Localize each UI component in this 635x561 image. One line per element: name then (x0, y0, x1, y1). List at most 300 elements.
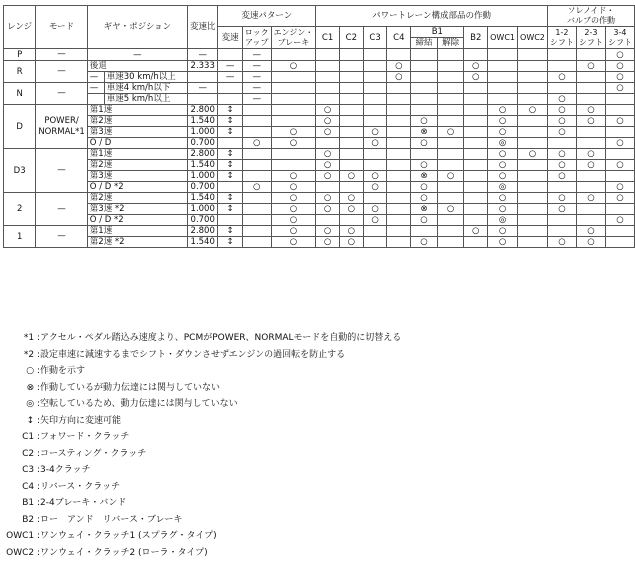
s12-cell: ○ (547, 94, 576, 105)
lu-cell (242, 127, 271, 138)
o2-cell (518, 49, 548, 61)
col-ratio: 変速比 (187, 6, 218, 49)
col-shift-23: 2-3 シフト (576, 27, 605, 49)
c3-cell (363, 193, 387, 204)
b1r-cell: ○ (437, 204, 464, 215)
b2-cell (464, 215, 488, 226)
b1t-cell: ⊗ (411, 171, 438, 182)
sv-cell (218, 94, 242, 105)
s12-cell (547, 182, 576, 193)
note-key: ◎ : (6, 396, 40, 413)
c1-cell (316, 72, 340, 83)
note-text: 3-4クラッチ (40, 465, 91, 475)
b2-cell (464, 127, 488, 138)
lu-cell (242, 226, 271, 237)
eb-cell: ○ (271, 182, 316, 193)
b1t-cell (411, 83, 438, 94)
s34-cell (605, 204, 634, 215)
mode-cell: POWER/ NORMAL*1 (36, 105, 87, 149)
note-key: C2 : (6, 446, 40, 463)
c3-cell (363, 105, 387, 116)
s12-cell: ○ (547, 105, 576, 116)
b2-cell (464, 94, 488, 105)
c4-cell (387, 226, 411, 237)
eb-cell: ○ (271, 138, 316, 149)
c3-cell (363, 149, 387, 160)
lu-cell: — (242, 83, 271, 94)
sv-cell: ↕ (218, 160, 242, 171)
ratio-cell: 2.800 (187, 105, 218, 116)
sv-cell: ↕ (218, 171, 242, 182)
eb-cell (271, 160, 316, 171)
b1t-cell: ⊗ (411, 127, 438, 138)
table-row (4, 237, 635, 248)
ratio-cell: 1.540 (187, 116, 218, 127)
c1-cell: ○ (316, 193, 340, 204)
s23-cell (576, 171, 605, 182)
c3-cell (363, 226, 387, 237)
gear-cell: 第1速 (87, 226, 187, 237)
note-text: 作動を示す (40, 366, 85, 376)
sv-cell: ↕ (218, 149, 242, 160)
b1r-cell (437, 116, 464, 127)
c3-cell: ○ (363, 171, 387, 182)
note-key: C1 : (6, 429, 40, 446)
o1-cell: ○ (488, 204, 518, 215)
col-mode: モード (36, 6, 87, 49)
c1-cell (316, 138, 340, 149)
c4-cell (387, 94, 411, 105)
col-powertrain: パワートレーン構成部品の作動 (316, 6, 548, 27)
b1t-cell: ○ (411, 138, 438, 149)
note-text: リバース・クラッチ (40, 482, 120, 492)
lu-cell (242, 204, 271, 215)
c3-cell: ○ (363, 127, 387, 138)
col-owc2: OWC2 (518, 27, 548, 49)
ratio-cell: 1.000 (187, 204, 218, 215)
s23-cell (576, 138, 605, 149)
s23-cell (576, 182, 605, 193)
b1r-cell (437, 138, 464, 149)
b2-cell (464, 182, 488, 193)
b2-cell (464, 193, 488, 204)
s34-cell (605, 94, 634, 105)
s12-cell (547, 138, 576, 149)
o1-cell (488, 72, 518, 83)
gear-cell: 第2速 (87, 116, 187, 127)
note-line (6, 429, 401, 446)
c1-cell: ○ (316, 116, 340, 127)
s12-cell: ○ (547, 72, 576, 83)
b1t-cell (411, 105, 438, 116)
note-line (6, 512, 401, 529)
ratio-cell (187, 72, 218, 83)
eb-cell: ○ (271, 215, 316, 226)
sv-cell: — (218, 72, 242, 83)
ratio-cell: 2.333 (187, 61, 218, 72)
col-lockup: ロック アップ (242, 27, 271, 49)
s34-cell (605, 105, 634, 116)
c4-cell (387, 182, 411, 193)
s12-cell: ○ (547, 127, 576, 138)
gear-cell: 第2速 *2 (87, 237, 187, 248)
range-cell: P (4, 49, 36, 61)
s23-cell: ○ (576, 160, 605, 171)
lu-cell (242, 193, 271, 204)
table-row (4, 127, 635, 138)
eb-cell (271, 149, 316, 160)
ratio-cell (187, 94, 218, 105)
shift-table (3, 5, 635, 248)
note-text: ロー アンド リバース・ブレーキ (40, 515, 183, 525)
b2-cell (464, 49, 488, 61)
o2-cell (518, 116, 548, 127)
c2-cell: ○ (339, 193, 363, 204)
b1r-cell (437, 49, 464, 61)
c1-cell (316, 215, 340, 226)
col-solenoid: ソレノイド・ バルブの作動 (547, 6, 634, 27)
o2-cell (518, 226, 548, 237)
c3-cell: ○ (363, 215, 387, 226)
note-line (6, 446, 401, 463)
b1r-cell (437, 160, 464, 171)
o1-cell: ○ (488, 116, 518, 127)
c3-cell (363, 72, 387, 83)
ratio-cell: 1.000 (187, 127, 218, 138)
c4-cell: ○ (387, 61, 411, 72)
table-row (4, 226, 635, 237)
s23-cell (576, 83, 605, 94)
s34-cell: ○ (605, 138, 634, 149)
lu-cell: ○ (242, 182, 271, 193)
o2-cell (518, 138, 548, 149)
table-row (4, 138, 635, 149)
o2-cell (518, 61, 548, 72)
table-row (4, 149, 635, 160)
c3-cell (363, 116, 387, 127)
ratio-cell: 2.800 (187, 149, 218, 160)
b1r-cell (437, 61, 464, 72)
s12-cell: ○ (547, 237, 576, 248)
note-line (6, 347, 401, 364)
note-line (6, 545, 401, 561)
s23-cell (576, 204, 605, 215)
col-c2: C2 (339, 27, 363, 49)
s23-cell (576, 49, 605, 61)
s23-cell (576, 72, 605, 83)
s12-cell (547, 215, 576, 226)
note-key: *2 : (6, 347, 40, 364)
note-text: 設定車速に減速するまでシフト・ダウンさせずエンジンの過回転を防止する (40, 350, 345, 360)
o2-cell (518, 171, 548, 182)
ratio-cell: 0.700 (187, 138, 218, 149)
c2-cell (339, 215, 363, 226)
col-c1: C1 (316, 27, 340, 49)
o1-cell: ○ (488, 127, 518, 138)
b1t-cell (411, 94, 438, 105)
sv-cell: ↕ (218, 193, 242, 204)
c2-cell (339, 182, 363, 193)
table-row (4, 83, 635, 94)
c1-cell: ○ (316, 149, 340, 160)
o1-cell: ◎ (488, 138, 518, 149)
sv-cell (218, 83, 242, 94)
c4-cell (387, 116, 411, 127)
o1-cell (488, 94, 518, 105)
note-text: コースティング・クラッチ (40, 449, 146, 459)
note-key: *1 : (6, 330, 40, 347)
c2-cell (339, 72, 363, 83)
note-key: OWC1 : (6, 528, 40, 545)
c1-cell: ○ (316, 171, 340, 182)
col-gear: ギヤ・ポジション (87, 6, 187, 49)
o1-cell: ◎ (488, 215, 518, 226)
sv-cell (218, 49, 242, 61)
o2-cell (518, 237, 548, 248)
b1t-cell (411, 49, 438, 61)
s23-cell: ○ (576, 226, 605, 237)
c4-cell (387, 49, 411, 61)
c4-cell (387, 193, 411, 204)
note-line (6, 528, 401, 545)
b1t-cell: ○ (411, 193, 438, 204)
o1-cell (488, 83, 518, 94)
sv-cell: ↕ (218, 116, 242, 127)
o1-cell: ○ (488, 226, 518, 237)
s12-cell: ○ (547, 204, 576, 215)
c3-cell (363, 160, 387, 171)
gear-cell: 後退 (87, 61, 187, 72)
s34-cell: ○ (605, 182, 634, 193)
gear-cell: 第1速 (87, 105, 187, 116)
s12-cell (547, 83, 576, 94)
col-range: レンジ (4, 6, 36, 49)
eb-cell: ○ (271, 171, 316, 182)
c1-cell: ○ (316, 204, 340, 215)
legend-notes (6, 330, 401, 561)
c2-cell (339, 94, 363, 105)
speed-condition-cell: 車速4 km/h以下 (104, 83, 187, 94)
sv-cell: ↕ (218, 127, 242, 138)
note-text: ワンウェイ・クラッチ2 (ローラ・タイプ) (40, 548, 208, 558)
b2-cell: ○ (464, 72, 488, 83)
table-row (4, 105, 635, 116)
o1-cell: ○ (488, 193, 518, 204)
b2-cell (464, 149, 488, 160)
s23-cell: ○ (576, 116, 605, 127)
c4-cell (387, 127, 411, 138)
c4-cell (387, 138, 411, 149)
note-key: B1 : (6, 495, 40, 512)
eb-cell: ○ (271, 61, 316, 72)
c1-cell: ○ (316, 105, 340, 116)
eb-cell: ○ (271, 237, 316, 248)
s12-cell: ○ (547, 160, 576, 171)
note-key: C3 : (6, 462, 40, 479)
b2-cell (464, 138, 488, 149)
note-text: 2-4ブレーキ・バンド (40, 498, 126, 508)
b1r-cell (437, 83, 464, 94)
c1-cell (316, 49, 340, 61)
c2-cell (339, 127, 363, 138)
table-row (4, 94, 635, 105)
s34-cell: ○ (605, 193, 634, 204)
s34-cell: ○ (605, 83, 634, 94)
c2-cell (339, 61, 363, 72)
b1r-cell (437, 237, 464, 248)
mode-cell: — (36, 193, 87, 226)
gear-cell: O / D (87, 138, 187, 149)
c3-cell (363, 61, 387, 72)
b2-cell (464, 83, 488, 94)
col-engine-brake: エンジン・ ブレーキ (271, 27, 316, 49)
note-key: OWC2 : (6, 545, 40, 561)
s12-cell: ○ (547, 171, 576, 182)
s23-cell: ○ (576, 149, 605, 160)
eb-cell (271, 49, 316, 61)
eb-cell: ○ (271, 226, 316, 237)
col-pattern: 変速パターン (218, 6, 316, 27)
range-cell: D3 (4, 149, 36, 193)
s34-cell (605, 226, 634, 237)
range-cell: R (4, 61, 36, 83)
table-row (4, 182, 635, 193)
range-cell: 2 (4, 193, 36, 226)
o2-cell: ○ (518, 149, 548, 160)
c1-cell: ○ (316, 226, 340, 237)
o1-cell: ◎ (488, 182, 518, 193)
o2-cell (518, 193, 548, 204)
eb-cell (271, 83, 316, 94)
b1r-cell (437, 182, 464, 193)
ratio-cell: 0.700 (187, 182, 218, 193)
b1r-cell (437, 94, 464, 105)
note-line (6, 495, 401, 512)
range-cell: 1 (4, 226, 36, 248)
c2-cell: ○ (339, 204, 363, 215)
eb-cell (271, 72, 316, 83)
s12-cell: ○ (547, 149, 576, 160)
c2-cell: ○ (339, 237, 363, 248)
s12-cell: ○ (547, 116, 576, 127)
s34-cell (605, 127, 634, 138)
o2-cell (518, 94, 548, 105)
col-b2: B2 (464, 27, 488, 49)
o2-cell (518, 182, 548, 193)
b2-cell (464, 105, 488, 116)
gear-cell: 第2速 (87, 193, 187, 204)
gear-cell: 第2速 (87, 160, 187, 171)
lu-cell: — (242, 49, 271, 61)
ratio-cell: 1.540 (187, 193, 218, 204)
s23-cell: ○ (576, 193, 605, 204)
c3-cell: ○ (363, 182, 387, 193)
eb-cell: ○ (271, 193, 316, 204)
lu-cell: — (242, 94, 271, 105)
ratio-cell: 1.000 (187, 171, 218, 182)
o1-cell (488, 49, 518, 61)
gear-cell (87, 94, 104, 105)
lu-cell (242, 237, 271, 248)
eb-cell: ○ (271, 127, 316, 138)
table-row (4, 116, 635, 127)
c1-cell (316, 83, 340, 94)
gear-cell: — (87, 83, 104, 94)
gear-cell: 第3速 (87, 171, 187, 182)
lu-cell: — (242, 61, 271, 72)
b1t-cell: ○ (411, 182, 438, 193)
b1r-cell (437, 105, 464, 116)
eb-cell (271, 116, 316, 127)
c2-cell (339, 105, 363, 116)
col-c3: C3 (363, 27, 387, 49)
sv-cell: — (218, 61, 242, 72)
note-line (6, 363, 401, 380)
c2-cell: ○ (339, 226, 363, 237)
o1-cell: ○ (488, 171, 518, 182)
sv-cell: ↕ (218, 237, 242, 248)
c3-cell (363, 49, 387, 61)
gear-cell: 第3速 *2 (87, 204, 187, 215)
b1r-cell (437, 72, 464, 83)
b2-cell (464, 204, 488, 215)
o2-cell (518, 83, 548, 94)
table-row (4, 160, 635, 171)
sv-cell: ↕ (218, 105, 242, 116)
c4-cell (387, 237, 411, 248)
s23-cell: ○ (576, 105, 605, 116)
b1r-cell (437, 215, 464, 226)
s23-cell (576, 94, 605, 105)
note-key: B2 : (6, 512, 40, 529)
o1-cell: ○ (488, 237, 518, 248)
s23-cell (576, 215, 605, 226)
col-b1-release: 解除 (437, 38, 464, 49)
note-text: 空転しているため、動力伝達には関与していない (40, 399, 238, 409)
c2-cell: ○ (339, 171, 363, 182)
note-line (6, 330, 401, 347)
eb-cell (271, 105, 316, 116)
c2-cell (339, 49, 363, 61)
mode-cell: — (36, 49, 87, 61)
s34-cell (605, 237, 634, 248)
s34-cell (605, 149, 634, 160)
note-key: ↕ : (6, 413, 40, 430)
o2-cell (518, 160, 548, 171)
gear-cell: — (87, 49, 187, 61)
s34-cell: ○ (605, 61, 634, 72)
b2-cell (464, 160, 488, 171)
gear-cell: O / D *2 (87, 215, 187, 226)
note-key: ○ : (6, 363, 40, 380)
ratio-cell: 0.700 (187, 215, 218, 226)
s34-cell: ○ (605, 49, 634, 61)
b1t-cell: ○ (411, 215, 438, 226)
s34-cell: ○ (605, 215, 634, 226)
c4-cell (387, 105, 411, 116)
b1t-cell (411, 72, 438, 83)
s34-cell (605, 171, 634, 182)
c1-cell (316, 61, 340, 72)
note-text: 作動しているが動力伝達には関与していない (40, 383, 220, 393)
c3-cell (363, 83, 387, 94)
col-shift-34: 3-4 シフト (605, 27, 634, 49)
note-text: 矢印方向に変速可能 (40, 416, 121, 426)
o2-cell (518, 215, 548, 226)
b1t-cell: ○ (411, 237, 438, 248)
ratio-cell: 1.540 (187, 237, 218, 248)
b1t-cell (411, 61, 438, 72)
